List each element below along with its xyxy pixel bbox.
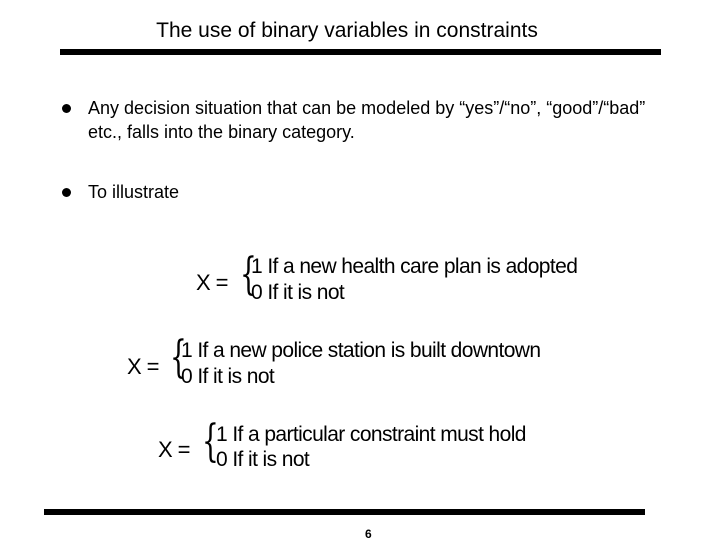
equation-lhs: X = — [127, 354, 159, 379]
bullet-item — [60, 180, 680, 204]
page-number: 6 — [365, 527, 372, 541]
brace-icon: { — [240, 249, 257, 300]
equation-case-1: 1 If a new health care plan is adopted — [251, 255, 578, 278]
bottom-rule — [44, 509, 645, 515]
bullet-dot-icon — [62, 104, 71, 113]
bullet-text: Any decision situation that can be modeled by “yes”/“no”, “good”/“bad” etc., falls into the binary category. — [88, 98, 646, 142]
bullet-item — [60, 96, 680, 144]
equation-case-0: 0 If it is not — [251, 281, 345, 304]
bullet-list — [60, 96, 680, 240]
equation-case-0: 0 If it is not — [181, 365, 275, 388]
brace-icon: { — [202, 416, 219, 467]
slide-title: The use of binary variables in constraints — [156, 19, 538, 42]
equation-lhs: X = — [196, 270, 228, 295]
equation-lhs: X = — [158, 437, 190, 462]
bullet-dot-icon — [62, 188, 71, 197]
equation-case-0: 0 If it is not — [216, 448, 310, 471]
equation-case-1: 1 If a particular constraint must hold — [216, 423, 526, 446]
equation-case-1: 1 If a new police station is built downtown — [181, 339, 541, 362]
top-rule — [60, 49, 661, 55]
bullet-text: To illustrate — [88, 182, 180, 202]
brace-icon: { — [170, 332, 187, 383]
